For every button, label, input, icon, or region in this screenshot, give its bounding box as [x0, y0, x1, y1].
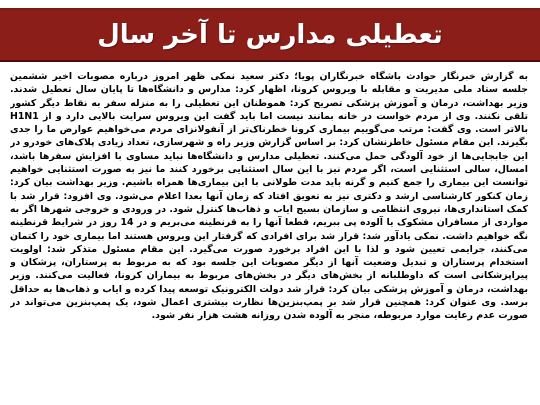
- page-title: تعطیلی مدارس تا آخر سال: [97, 20, 443, 50]
- title-banner: [0, 8, 540, 62]
- article-body: به گزارش خبرنگار حوادث باشگاه خبرنگاران پویا؛ دکتر سعید نمکی ظهر امروز درباره مصوبات اخیر ششمین جلسه ستاد ملی مدیریت و مقابله با ویروس کرونا، اظهار کرد: مدارس و دانشگاه‌ها تا پایان سال تعطیل شدند. وزیر بهداشت، درمان و آموزش پزشکی تصریح کرد: هموطنان این تعطیلی را به منزله سفر به نقاط دیگر کشور تلقی نکنند. وی از مردم خواست در خانه بمانند نیست اما باید گفت این ویروس سرایت بالایی دارد و از H1N1 بالاتر است. وی گفت: مرتب می‌گوییم بیماری کرونا خطرناک‌تر از آنفولانزای مردم می‌خواهیم عوارض ما را جدی بگیرند. این مقام مسئول خاطرنشان کرد: بر اساس گزارش وزیر راه و شهرسازی، تعداد زیادی پلاک‌های خودرو در این جابجایی‌ها از خود آلودگی حمل می‌کنند. تعطیلی مدارس و دانشگاه‌ها نباید مساوی با افزایش سفرها باشد، امسال، سالی استثنایی است، اگر مردم نیز با این سال استثنایی برخورد کنند ما نیز به صورت استثنایی خواهیم توانست این بیماری را جمع کنیم و گرنه باید مدت طولانی با این بیماری‌ها همراه باشیم. وزیر بهداشت بیان کرد: زمان کنکور کارشناسی ارشد و دکتری نیز به تعویق افتاد که زمان آنها بعدا اعلام می‌شود. وی افزود: قرار شد با کمک استانداری‌ها، نیروی انتظامی و سازمان بسیج ایاب و ذهاب‌ها کنترل شود. در ورودی و خروجی شهرها اگر به مواردی از مسافران مشکوک یا آلوده پی ببریم، قطعا آنها را به قرنطینه می‌بریم و در 14 روز در شرایط قرنطینه نگه خواهیم داشت. نمکی یادآور شد: قرار شد برای افرادی که گرفتار این ویروس هستند اما بیماری خود را کتمان می‌کنند، جرایمی تعیین شود و لذا با این افراد برخورد صورت می‌گیرد. این مقام مسئول متذکر شد: اولویت استخدام پرستاران و تبدیل وضعیت آنها از دیگر مصوبات این جلسه بود که به مربوط به پرستاران، پزشکان و پیراپزشکانی است که داوطلبانه از بخش‌های دیگر در بخش‌های مربوط به بیماران کرونا، فعالیت می‌کنند. وزیر بهداشت، درمان و آموزش پزشکی بیان کرد: قرار شد دولت الکترونیک توسعه پیدا کرده و ایاب و ذهاب‌ها به حداقل برسد. وی عنوان کرد: همچنین قرار شد بر پمپ‌بنزین‌ها نظارت بیشتری اعمال شود، یک پمپ‌بنزین می‌تواند در صورت عدم رعایت موارد مربوطه، منجر به آلوده شدن روزانه هشت هزار نفر شود.: [10, 71, 528, 322]
